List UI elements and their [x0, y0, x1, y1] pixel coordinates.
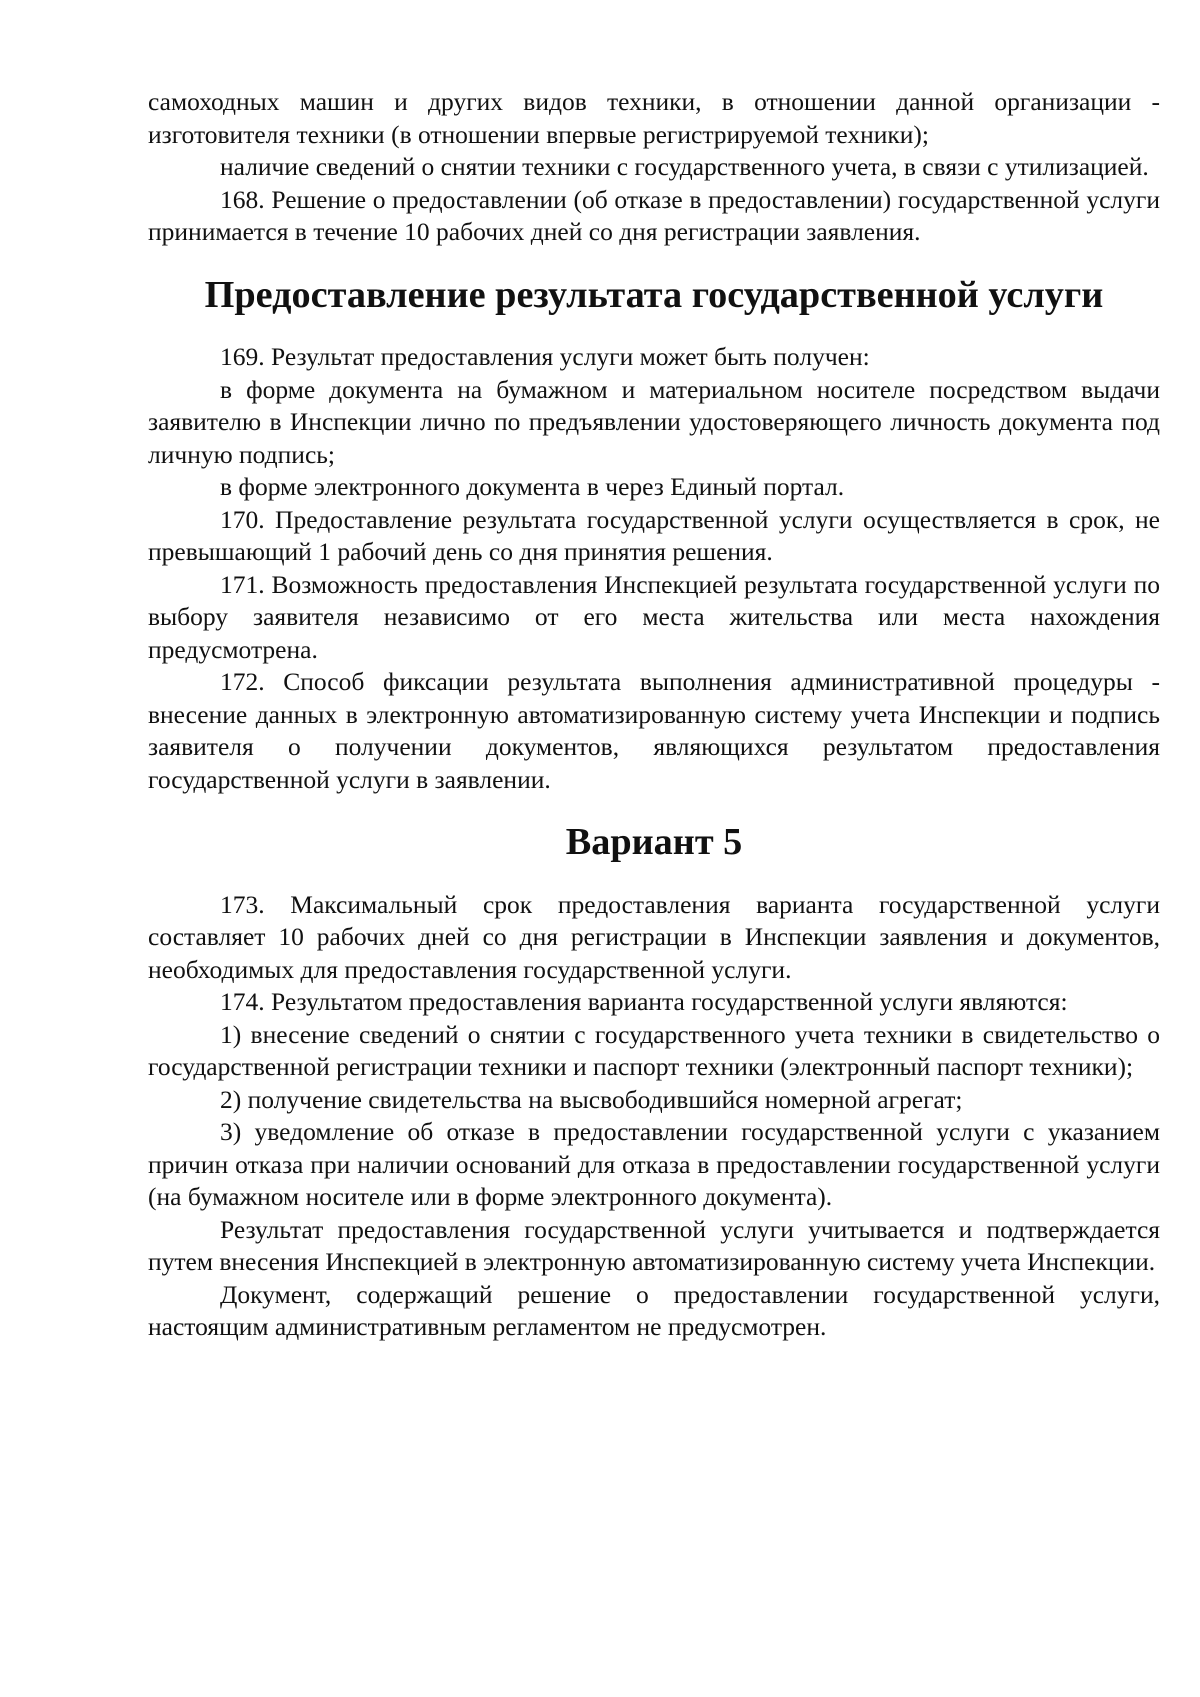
paragraph-168: 168. Решение о предоставлении (об отказе в предоставлении) государственной услуги принимается в течение 10 рабочих дней со дня регистрации заявления.: [148, 184, 1160, 246]
document-page: [148, 86, 1160, 1344]
paragraph-173: 173. Максимальный срок предоставления варианта государственной услуги составляет 10 рабочих дней со дня регистрации в Инспекции заявления и документов, необходимых для предоставления государственной услуги.: [148, 889, 1160, 984]
list-item-3: 3) уведомление об отказе в предоставлении государственной услуги с указанием причин отказа при наличии оснований для отказа в предоставлении государственной услуги (на бумажном носителе или в форме электронного документа).: [148, 1117, 1160, 1211]
paragraph-170: 170. Предоставление результата государственной услуги осуществляется в срок, не превышающий 1 рабочий день со дня принятия решения.: [148, 504, 1160, 566]
paragraph-169: 169. Результат предоставления услуги может быть получен:: [220, 342, 870, 371]
paragraph-electronic-form: в форме электронного документа в через Единый портал.: [220, 472, 845, 501]
paragraph-document-decision: Документ, содержащий решение о предоставлении государственной услуги, настоящим административным регламентом не предусмотрен.: [148, 1279, 1160, 1341]
paragraph-171: 171. Возможность предоставления Инспекцией результата государственной услуги по выбору заявителя независимо от его места жительства или места нахождения предусмотрена.: [148, 569, 1160, 664]
paragraph-174: 174. Результатом предоставления варианта государственной услуги являются:: [220, 987, 1068, 1016]
paragraph-paper-form: в форме документа на бумажном и материальном носителе посредством выдачи заявителю в Инспекции лично по предъявлении удостоверяющего личность документа под личную подпись;: [148, 374, 1160, 469]
section-heading-variant-5: Вариант 5: [565, 821, 743, 863]
paragraph-172: 172. Способ фиксации результата выполнения административной процедуры - внесение данных в электронную автоматизированную систему учета Инспекции и подпись заявителя о получении документов, являющихся результатом предоставления государственной услуги в заявлении.: [148, 667, 1160, 794]
list-item-1: 1) внесение сведений о снятии с государственного учета техники в свидетельство о государственной регистрации техники и паспорт техники (электронный паспорт техники);: [148, 1019, 1160, 1081]
paragraph-result-recorded: Результат предоставления государственной услуги учитывается и подтверждается путем внесения Инспекцией в электронную автоматизированную систему учета Инспекции.: [148, 1214, 1160, 1276]
section-heading-result: Предоставление результата государственной услуги: [204, 273, 1104, 316]
list-item-2: 2) получение свидетельства на высвободившийся номерной агрегат;: [220, 1084, 963, 1114]
paragraph-utilization: наличие сведений о снятии техники с государственного учета, в связи с утилизацией.: [220, 152, 1149, 181]
paragraph-continuation: самоходных машин и других видов техники, в отношении данной организации - изготовителя техники (в отношении впервые регистрируемой техники);: [148, 87, 1160, 149]
